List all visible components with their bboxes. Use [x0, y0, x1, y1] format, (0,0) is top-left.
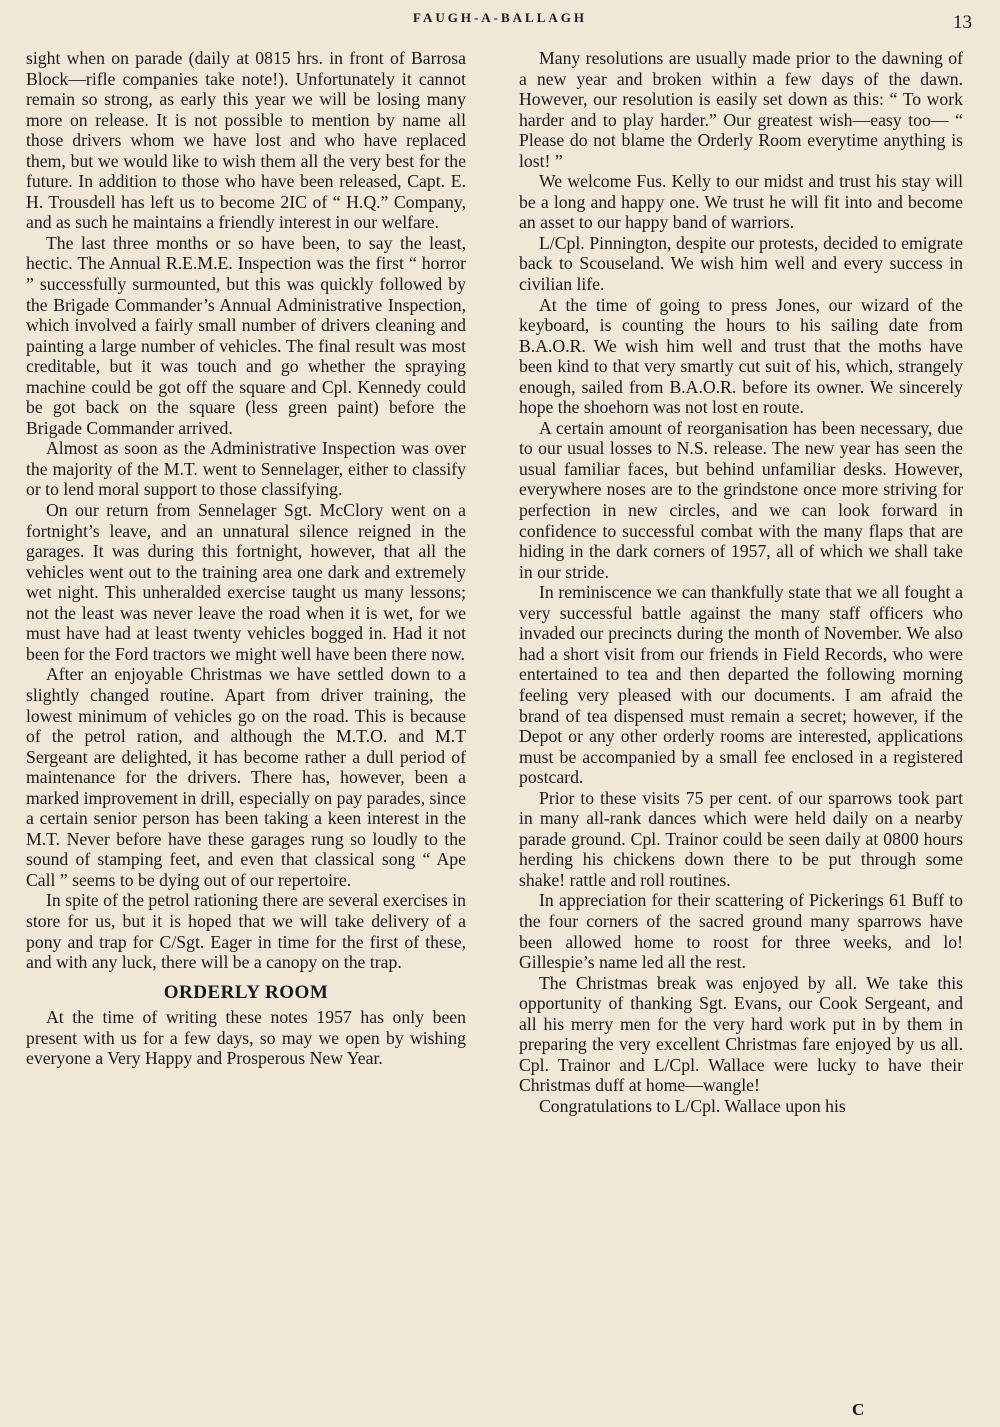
- signature-mark: C: [852, 1400, 865, 1419]
- paragraph: At the time of writing these notes 1957 has only been present with us for a few days, so may we open by wishing everyone a Very Happy and Prosperous New Year.: [26, 1007, 466, 1069]
- paragraph: On our return from Sennelager Sgt. McClory went on a fortnight’s leave, and an unnatural silence reigned in the garages. It was during this fortnight, however, that all the vehicles went out to the training area one dark and extremely wet night. This unheralded exercise taught us many lessons; not the least was never leave the road when it is wet, for we must have had at least twenty vehicles bogged in. Had it not been for the Ford tractors we might well have been there now.: [26, 500, 466, 664]
- paragraph: After an enjoyable Christmas we have settled down to a slightly changed routine. Apart from driver training, the lowest minimum of vehicles go on the road. This is because of the petrol ration, and although the M.T.O. and M.T Sergeant are delighted, it has become rather a dull period of maintenance for the drivers. There has, however, been a marked improvement in drill, especially on pay parades, since a certain senior person has been taking a keen interest in the M.T. Never before have these garages rung so loudly to the sound of stamping feet, and even that classical song “ Ape Call ” seems to be dying out of our repertoire.: [26, 664, 466, 890]
- paragraph: L/Cpl. Pinnington, despite our protests, decided to emigrate back to Scouseland. We wish him well and every success in civilian life.: [519, 232, 963, 295]
- right-column: [519, 48, 963, 1116]
- running-title: FAUGH-A-BALLAGH: [412, 10, 588, 25]
- paragraph: Almost as soon as the Administrative Inspection was over the majority of the M.T. went to Sennelager, either to classify or to lend moral support to those classifying.: [26, 438, 466, 500]
- paragraph: Prior to these visits 75 per cent. of our sparrows took part in many all-rank dances which were held daily on a nearby parade ground. Cpl. Trainor could be seen daily at 0800 hours herding his chickens down there to be put through some shake! rattle and roll routines.: [519, 787, 963, 890]
- page-header: [0, 6, 1000, 36]
- paragraph: In appreciation for their scattering of Pickerings 61 Buff to the four corners of the sacred ground many sparrows have been allowed home to roost for three weeks, and lo! Gillespie’s name led all the rest.: [519, 890, 963, 973]
- paragraph: Many resolutions are usually made prior to the dawning of a new year and broken within a few days of the dawn. However, our resolution is easily set down as this: “ To work harder and to play harder.” Our greatest wish—easy too— “ Please do not blame the Orderly Room everytime anything is lost! ”: [519, 48, 963, 171]
- paragraph: We welcome Fus. Kelly to our midst and trust his stay will be a long and happy one. We trust he will fit into and become an asset to our happy band of warriors.: [519, 171, 963, 233]
- paragraph: In spite of the petrol rationing there are several exercises in store for us, but it is hoped that we will take delivery of a pony and trap for C/Sgt. Eager in time for the first of these, and with any luck, there will be a canopy on the trap.: [26, 890, 466, 973]
- page-number: 13: [953, 12, 972, 33]
- section-heading-orderly-room: ORDERLY ROOM: [163, 981, 329, 1003]
- paragraph: The last three months or so have been, to say the least, hectic. The Annual R.E.M.E. Inspection was the first “ horror ” successfully surmounted, but this was quickly followed by the Brigade Commander’s Annual Administrative Inspection, which involved a fairly small number of drivers cleaning and painting a large number of vehicles. The final result was most creditable, but it was touch and go whether the spraying machine could be got off the square and Cpl. Kennedy could be got back on the square (less green paint) before the Brigade Commander arrived.: [26, 232, 466, 438]
- paragraph: sight when on parade (daily at 0815 hrs. in front of Barrosa Block—rifle companies take note!). Unfortunately it cannot remain so strong, as early this year we will be losing many more on release. It is not possible to mention by name all those drivers whom we have lost and who have replaced them, but we would like to wish them all the very best for the future. In addition to those who have been released, Capt. E. H. Trousdell has left us to become 2IC of “ H.Q.” Company, and as such he maintains a friendly interest in our welfare.: [26, 48, 466, 233]
- paragraph: Congratulations to L/Cpl. Wallace upon his: [539, 1095, 846, 1116]
- paragraph: The Christmas break was enjoyed by all. We take this opportunity of thanking Sgt. Evans, our Cook Sergeant, and all his merry men for the very hard work put in by them in preparing the very excellent Christmas fare enjoyed by us all. Cpl. Trainor and L/Cpl. Wallace were lucky to have their Christmas duff at home—wangle!: [519, 972, 963, 1096]
- paragraph: A certain amount of reorganisation has been necessary, due to our usual losses to N.S. release. The new year has seen the usual familiar faces, but behind unfamiliar desks. However, everywhere noses are to the grindstone once more striving for perfection in new circles, and we can look forward in confidence to successful combat with the many flaps that are hiding in the dark corners of 1957, all of which we shall take in our stride.: [519, 417, 963, 582]
- left-column: [26, 48, 466, 1069]
- paragraph: In reminiscence we can thankfully state that we all fought a very successful battle against the many staff officers who invaded our precincts during the month of November. We also had a short visit from our friends in Field Records, who were entertained to tea and then departed the following morning feeling very pleased with our documents. I am afraid the brand of tea dispensed must remain a secret; however, if the Depot or any other orderly rooms are interested, applications must be accompanied by a small fee enclosed in a registered postcard.: [519, 582, 963, 788]
- paragraph: At the time of going to press Jones, our wizard of the keyboard, is counting the hours to his sailing date from B.A.O.R. We wish him well and trust that the moths have been kind to that very smartly cut suit of his, which, strangely enough, sailed from B.A.O.R. before its owner. We sincerely hope the shoehorn was not lost en route.: [519, 294, 963, 418]
